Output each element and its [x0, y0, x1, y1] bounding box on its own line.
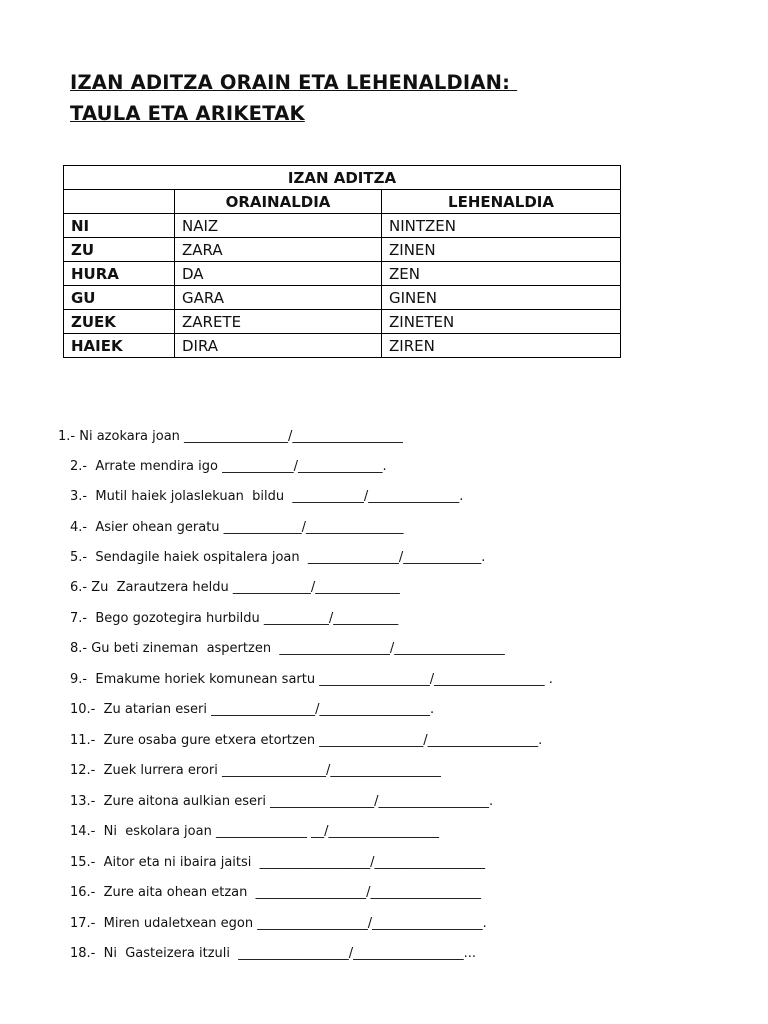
exercise-item: 16.- Zure aita ohean etzan _________________/_________________	[70, 885, 482, 900]
exercise-item: 2.- Arrate mendira igo ___________/_____________.	[70, 459, 387, 474]
table-row	[64, 310, 621, 334]
exercise-item: 13.- Zure aitona aulkian eseri ________________/_________________.	[70, 794, 494, 809]
page-title-line-1: IZAN ADITZA ORAIN ETA LEHENALDIAN:	[70, 71, 518, 94]
pronoun-cell: HAIEK	[64, 334, 175, 358]
present-cell: GARA	[175, 286, 382, 310]
table-caption-row	[64, 166, 621, 190]
table-caption: IZAN ADITZA	[64, 166, 621, 190]
pronoun-cell: GU	[64, 286, 175, 310]
header-cell-orainaldia: ORAINALDIA	[175, 190, 382, 214]
table-header-row	[64, 190, 621, 214]
exercise-item: 9.- Emakume horiek komunean sartu _________________/_________________ .	[70, 672, 553, 687]
table-row	[64, 238, 621, 262]
pronoun-cell: NI	[64, 214, 175, 238]
past-cell: ZIREN	[382, 334, 621, 358]
exercise-item: 7.- Bego gozotegira hurbildu __________/__________	[70, 611, 399, 626]
present-cell: DIRA	[175, 334, 382, 358]
page-title-line-2: TAULA ETA ARIKETAK	[70, 102, 305, 125]
exercise-item: 5.- Sendagile haiek ospitalera joan ______________/____________.	[70, 550, 486, 565]
past-cell: ZEN	[382, 262, 621, 286]
present-cell: NAIZ	[175, 214, 382, 238]
pronoun-cell: ZU	[64, 238, 175, 262]
exercise-item: 1.- Ni azokara joan ________________/_________________	[58, 429, 403, 444]
present-cell: ZARETE	[175, 310, 382, 334]
exercise-item: 11.- Zure osaba gure etxera etortzen ________________/_________________.	[70, 733, 543, 748]
exercise-item: 10.- Zu atarian eseri ________________/_________________.	[70, 702, 435, 717]
exercise-item: 3.- Mutil haiek jolaslekuan bildu ___________/______________.	[70, 489, 464, 504]
past-cell: ZINEN	[382, 238, 621, 262]
exercise-item: 17.- Miren udaletxean egon _________________/_________________.	[70, 916, 487, 931]
pronoun-cell: ZUEK	[64, 310, 175, 334]
pronoun-cell: HURA	[64, 262, 175, 286]
conjugation-table	[63, 165, 621, 358]
exercise-item: 4.- Asier ohean geratu ____________/_______________	[70, 520, 404, 535]
exercise-item: 6.- Zu Zarautzera heldu ____________/_____________	[70, 580, 400, 595]
present-cell: DA	[175, 262, 382, 286]
past-cell: GINEN	[382, 286, 621, 310]
header-cell-empty	[64, 190, 175, 214]
present-cell: ZARA	[175, 238, 382, 262]
table-row	[64, 262, 621, 286]
exercise-item: 15.- Aitor eta ni ibaira jaitsi _________________/_________________	[70, 855, 486, 870]
exercise-item: 12.- Zuek lurrera erori ________________/_________________	[70, 763, 441, 778]
past-cell: ZINETEN	[382, 310, 621, 334]
table-row	[64, 286, 621, 310]
table-row	[64, 214, 621, 238]
header-cell-lehenaldia: LEHENALDIA	[382, 190, 621, 214]
table-row	[64, 334, 621, 358]
past-cell: NINTZEN	[382, 214, 621, 238]
exercise-item: 14.- Ni eskolara joan ______________ __/_________________	[70, 824, 439, 839]
exercise-item: 8.- Gu beti zineman aspertzen _________________/_________________	[70, 641, 505, 656]
exercise-item: 18.- Ni Gasteizera itzuli _________________/_________________...	[70, 946, 477, 961]
